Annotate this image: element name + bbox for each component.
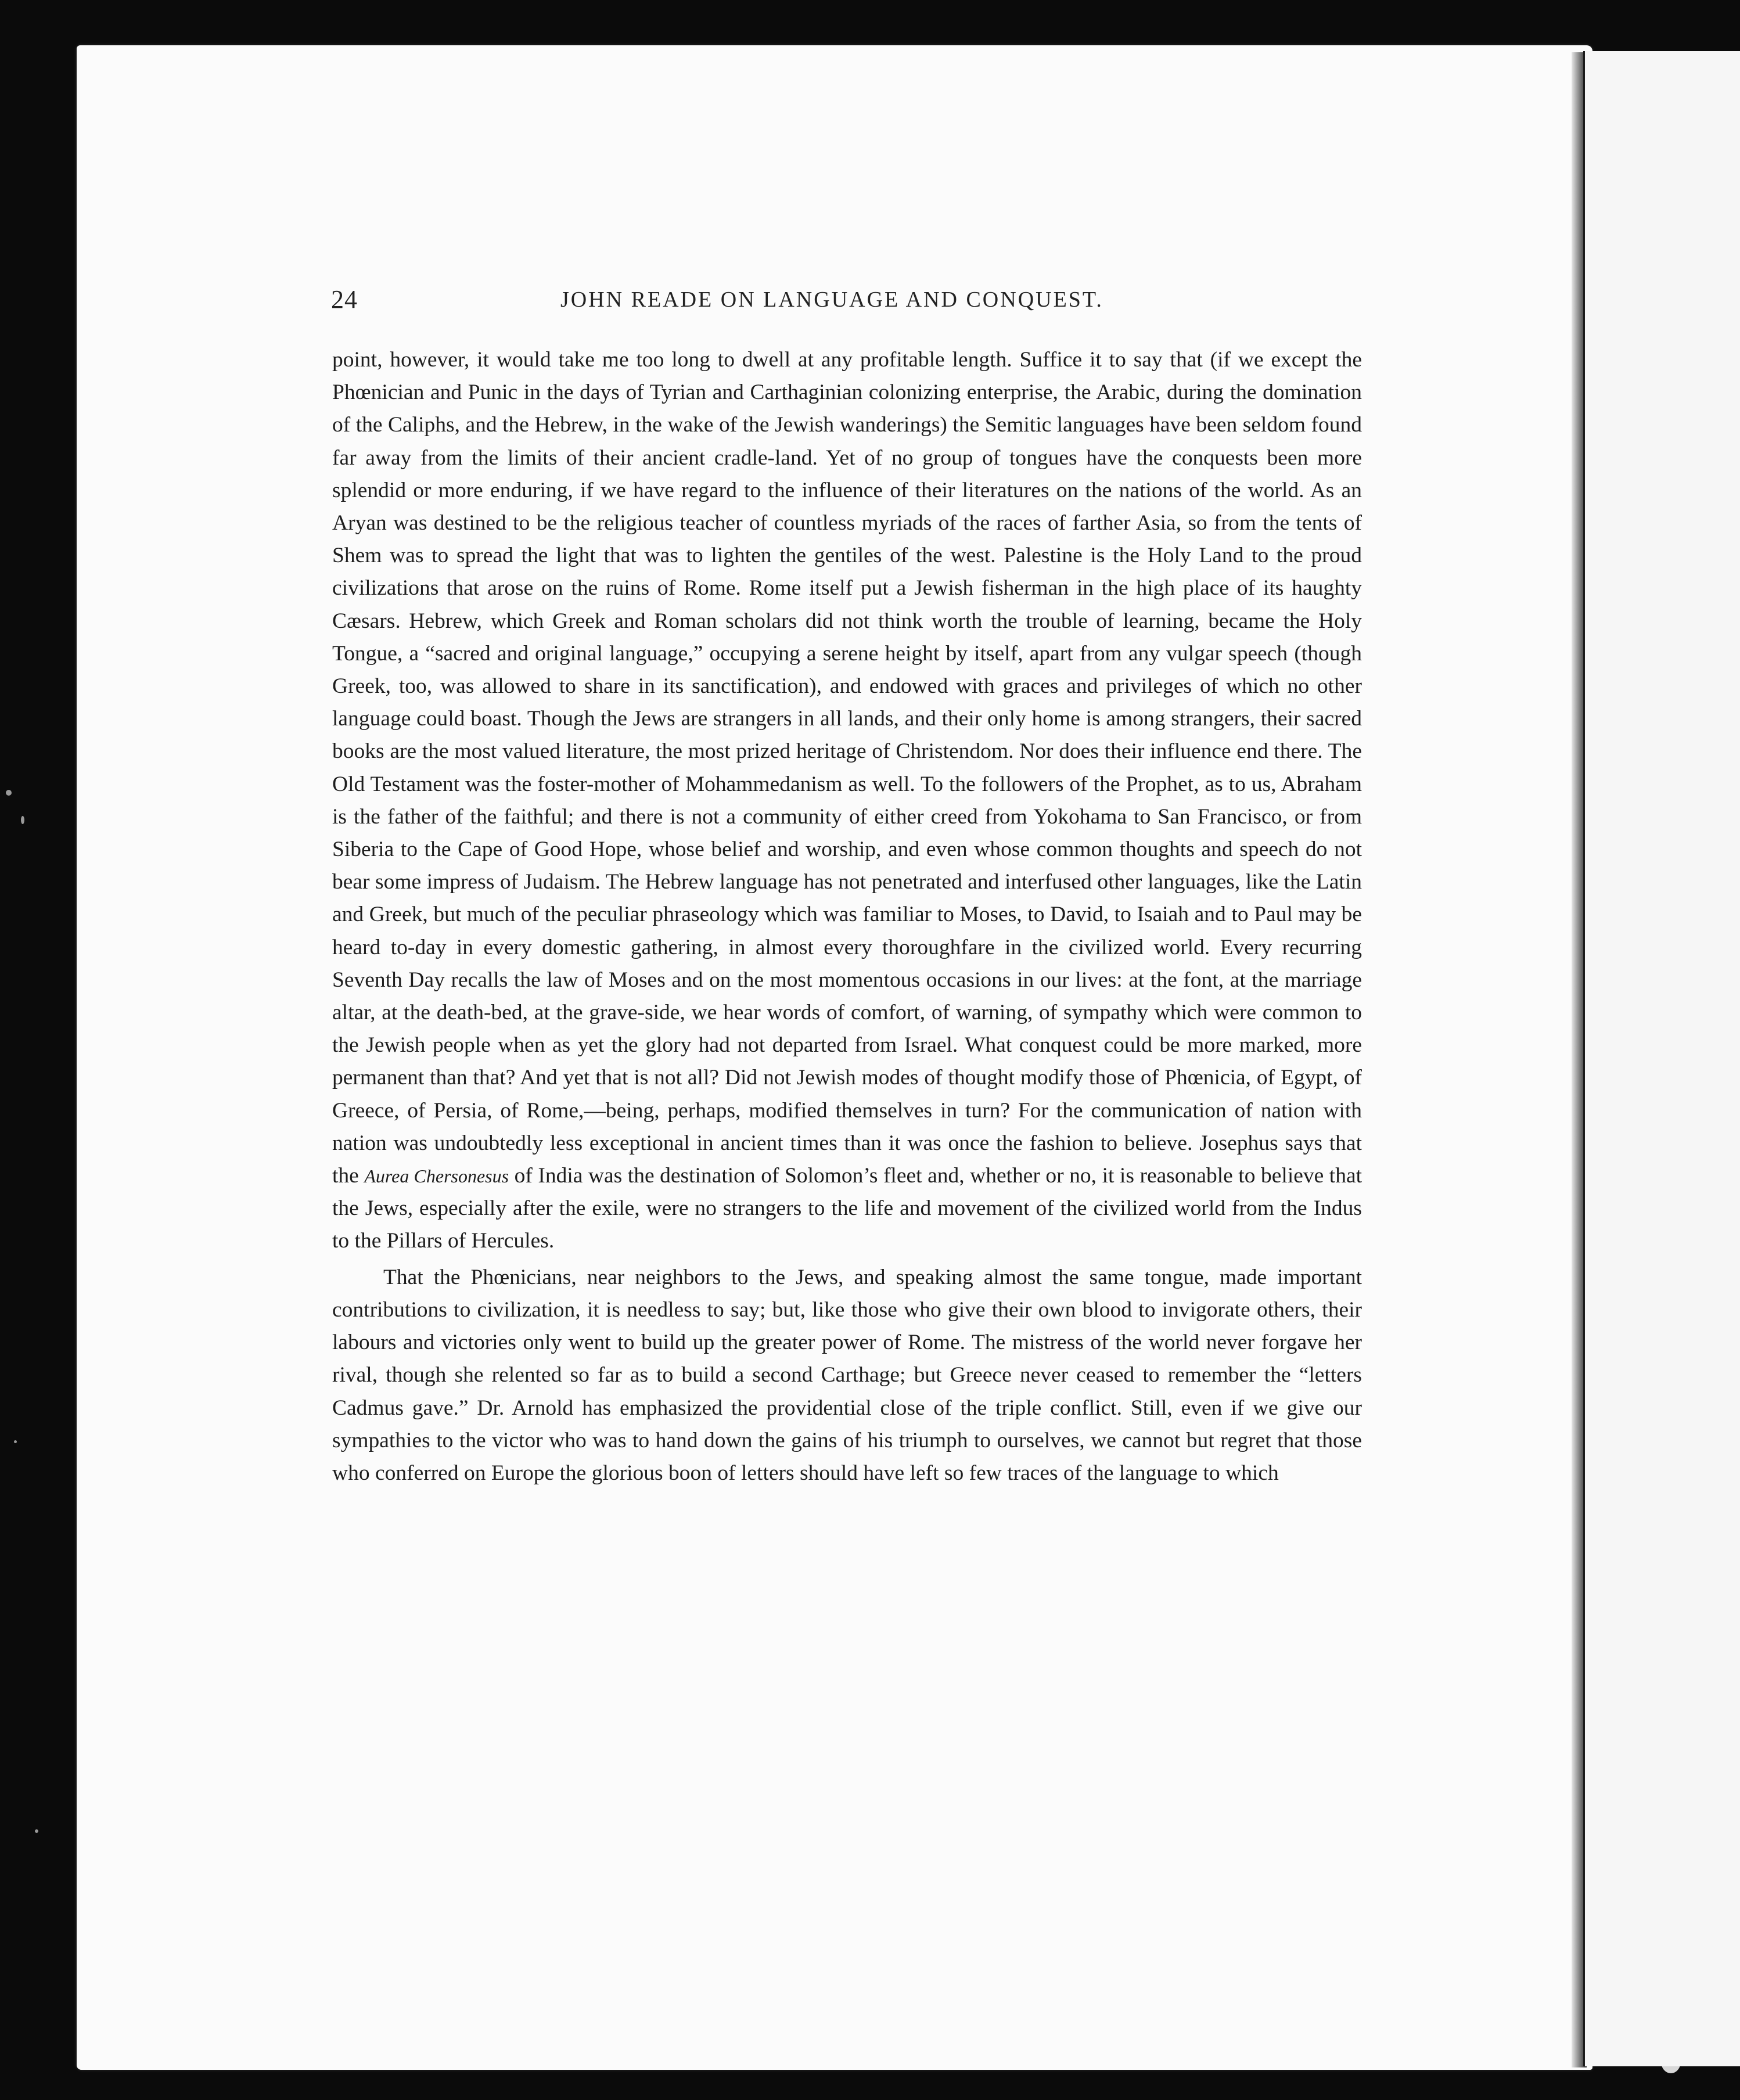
page-number: 24	[331, 285, 358, 314]
paragraph: That the Phœnicians, near neighbors to the Jews, and speaking almost the same tongue, made important contributions to civilization, it is needless to say; but, like those who give their own blood to invigorate others, their labours and victories only went to build up the greater power of Rome. The mistress of the world never forgave her rival, though she relented so far as to build a second Carthage; but Greece never ceased to remember the “letters Cadmus gave.” Dr. Arnold has emphasized the providential close of the triple conflict. Still, even if we give our sympathies to the victor who was to hand down the gains of his triumph to ourselves, we cannot but regret that those who conferred on Europe the glorious boon of letters should have left so few traces of the language to which	[332, 1265, 1362, 1485]
page-header	[331, 285, 1568, 319]
paragraph	[332, 344, 1362, 1258]
film-speck	[21, 816, 24, 824]
facing-page-edge	[1583, 51, 1740, 2066]
paragraph-text: point, however, it would take me too long to dwell at any profitable length. Suffice it to say that (if we except the Phœnician and Punic in the days of Tyrian and Carthaginian colonizing enterprise, the Arabic, during the domination of the Caliphs, and the Hebrew, in the wake of the Jewish wanderings) the Semitic languages have been seldom found far away from the limits of their ancient cradle-land. Yet of no group of tongues have the conquests been more splendid or more enduring, if we have regard to the influence of their literatures on the nations of the world. As an Aryan was destined to be the religious teacher of countless myriads of the races of farther Asia, so from the tents of Shem was to spread the light that was to lighten the gentiles of the west. Palestine is the Holy Land to the proud civilizations that arose on the ruins of Rome. Rome itself put a Jewish fisherman in the high place of its haughty Cæsars. Hebrew, which Greek and Roman scholars did not think worth the trouble of learning, became the Holy Tongue, a “sacred and original language,” occupying a serene height by itself, apart from any vulgar speech (though Greek, too, was allowed to share in its sanctification), and endowed with graces and privileges of which no other language could boast. Though the Jews are strangers in all lands, and their only home is among strangers, their sacred books are the most valued literature, the most prized heritage of Christendom. Nor does their influence end there. The Old Testament was the foster-mother of Mohammedanism as well. To the followers of the Prophet, as to us, Abraham is the father of the faithful; and there is not a community of either creed from Yokohama to San Francisco, or from Siberia to the Cape of Good Hope, whose belief and worship, and even whose common thoughts and speech do not bear some impress of Judaism. The Hebrew language has not penetrated and interfused other languages, like the Latin and Greek, but much of the peculiar phraseology which was familiar to Moses, to David, to Isaiah and to Paul may be heard to-day in every domestic gathering, in almost every thoroughfare in the civilized world. Every recurring Seventh Day recalls the law of Moses and on the most momentous occasions in our lives: at the font, at the marriage altar, at the death-bed, at the grave-side, we hear words of comfort, of warning, of sympathy which were common to the Jewish people when as yet the glory had not departed from Israel. What conquest could be more marked, more permanent than that? And yet that is not all? Did not Jewish modes of thought modify those of Phœnicia, of Egypt, of Greece, of Persia, of Rome,—being, perhaps, modified themselves in turn? For the communication of nation with nation was undoubtedly less exceptional in ancient times than it was once the fashion to believe. Josephus says that the	[332, 348, 1362, 1188]
paragraph-text: of India was the destination of Solomon’s fleet and, whether or no, it is reasonable to believe that the Jews, especially after the exile, were no strangers to the life and movement of the civilized world from the Indus to the Pillars of Hercules.	[332, 1164, 1362, 1253]
body-text	[332, 344, 1362, 1490]
running-title: JOHN READE ON LANGUAGE AND CONQUEST.	[560, 287, 1103, 312]
film-speck	[14, 1440, 17, 1443]
italic-term: Aurea Chersonesus	[364, 1166, 509, 1187]
film-speck	[6, 790, 12, 796]
film-speck	[35, 1829, 38, 1833]
